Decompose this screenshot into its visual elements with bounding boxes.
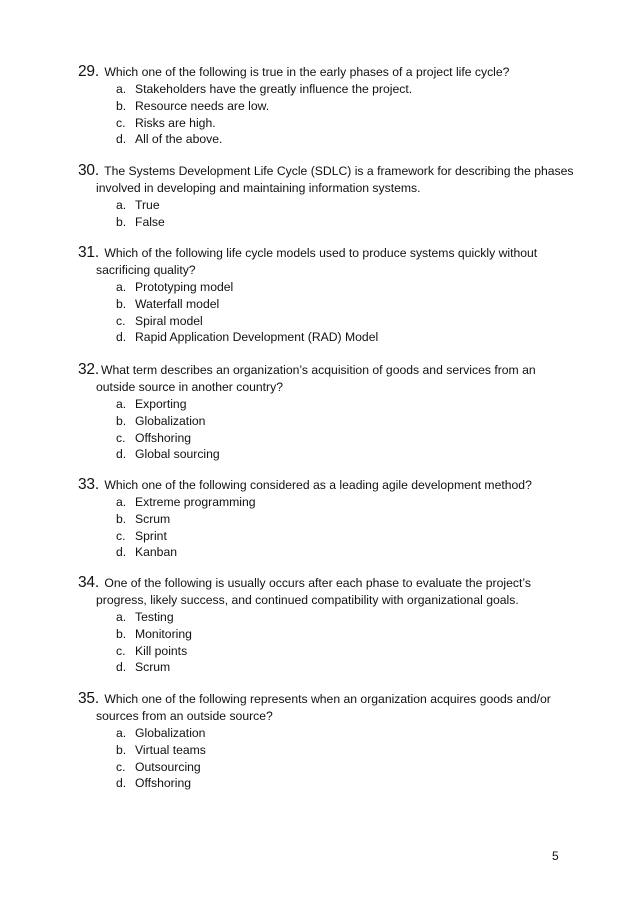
question-text [78, 574, 578, 609]
option-letter: a. [116, 82, 127, 96]
option-a [78, 725, 578, 742]
option-text: Scrum [135, 511, 171, 526]
option-letter: c. [116, 528, 126, 543]
option-letter: c. [116, 430, 126, 445]
question-prompt: The Systems Development Life Cycle (SDLC) is a framework for describing the phases involved in developing and maintaining information systems. [96, 164, 574, 195]
question-prompt: One of the following is usually occurs after each phase to evaluate the project’s progress, likely success, and continued compatibility with organizational goals. [96, 576, 531, 607]
page-number: 5 [552, 849, 559, 863]
option-c [78, 643, 578, 660]
question-number: 29. [78, 63, 99, 80]
option-text: Waterfall model [135, 296, 220, 311]
option-c [78, 313, 578, 330]
option-list [78, 396, 578, 463]
option-letter: b. [116, 296, 127, 311]
option-text: Extreme programming [135, 495, 256, 509]
question-35 [78, 690, 578, 792]
option-c [78, 115, 578, 132]
question-34 [78, 574, 578, 676]
option-d [78, 659, 578, 676]
question-number: 32. [78, 361, 99, 378]
option-text: Exporting [135, 397, 187, 411]
question-31 [78, 244, 578, 346]
option-letter: d. [116, 330, 127, 345]
option-letter: b. [116, 742, 127, 757]
question-prompt: Which of the following life cycle models used to produce systems quickly without sacrificing quality? [96, 246, 538, 277]
question-number: 33. [78, 476, 99, 493]
option-letter: d. [116, 132, 127, 147]
option-text: Offshoring [135, 776, 192, 791]
option-text: Kill points [135, 643, 188, 658]
question-number: 34. [78, 574, 99, 591]
option-text: Kanban [135, 545, 178, 560]
question-text [78, 162, 578, 197]
option-text: True [135, 198, 160, 212]
option-a [78, 396, 578, 413]
option-letter: b. [116, 413, 127, 428]
option-letter: a. [116, 610, 127, 624]
option-text: Spiral model [135, 313, 203, 328]
option-b [78, 413, 578, 430]
question-29 [78, 63, 578, 148]
option-letter: a. [116, 397, 127, 411]
option-text: Outsourcing [135, 759, 201, 774]
option-b [78, 296, 578, 313]
option-text: Prototyping model [135, 280, 234, 294]
option-d [78, 446, 578, 463]
option-b [78, 626, 578, 643]
option-d [78, 131, 578, 148]
option-list [78, 725, 578, 792]
option-a [78, 494, 578, 511]
option-text: Testing [135, 610, 174, 624]
option-text: Virtual teams [135, 742, 206, 757]
option-d [78, 544, 578, 561]
option-letter: d. [116, 660, 127, 675]
option-text: Rapid Application Development (RAD) Model [135, 330, 379, 345]
question-prompt: Which one of the following is true in the early phases of a project life cycle? [100, 65, 510, 79]
question-text [78, 244, 578, 279]
option-letter: a. [116, 198, 127, 212]
question-32 [78, 361, 578, 463]
option-letter: d. [116, 776, 127, 791]
question-33 [78, 476, 578, 561]
option-text: Globalization [135, 726, 206, 740]
option-text: Global sourcing [135, 447, 220, 462]
option-b [78, 214, 578, 231]
question-text [78, 690, 578, 725]
option-a [78, 279, 578, 296]
option-text: Offshoring [135, 430, 192, 445]
option-list [78, 81, 578, 148]
option-letter: d. [116, 545, 127, 560]
option-letter: c. [116, 313, 126, 328]
option-letter: a. [116, 726, 127, 740]
question-number: 30. [78, 162, 99, 179]
option-c [78, 759, 578, 776]
question-number: 35. [78, 690, 99, 707]
option-letter: c. [116, 115, 126, 130]
question-number: 31. [78, 244, 99, 261]
option-text: Monitoring [135, 626, 192, 641]
option-a [78, 197, 578, 214]
option-letter: b. [116, 626, 127, 641]
option-list [78, 279, 578, 346]
option-text: False [135, 214, 165, 229]
question-text [78, 63, 578, 81]
question-prompt: Which one of the following considered as a leading agile development method? [100, 478, 532, 492]
option-letter: c. [116, 759, 126, 774]
option-b [78, 98, 578, 115]
option-letter: d. [116, 447, 127, 462]
option-c [78, 430, 578, 447]
question-text [78, 361, 578, 396]
question-30 [78, 162, 578, 231]
option-b [78, 742, 578, 759]
option-list [78, 494, 578, 561]
question-prompt: What term describes an organization’s acquisition of goods and services from an outside source in another country? [96, 363, 536, 394]
option-d [78, 329, 578, 346]
option-text: Globalization [135, 413, 206, 428]
option-b [78, 511, 578, 528]
option-text: Scrum [135, 660, 171, 675]
question-text [78, 476, 578, 494]
option-text: Risks are high. [135, 115, 216, 130]
option-a [78, 609, 578, 626]
option-letter: a. [116, 495, 127, 509]
option-letter: b. [116, 98, 127, 113]
option-letter: c. [116, 643, 126, 658]
option-d [78, 775, 578, 792]
option-list [78, 609, 578, 676]
option-letter: b. [116, 214, 127, 229]
option-letter: b. [116, 511, 127, 526]
option-c [78, 528, 578, 545]
option-text: Stakeholders have the greatly influence the project. [135, 82, 413, 96]
option-a [78, 81, 578, 98]
option-text: Sprint [135, 528, 167, 543]
option-letter: a. [116, 280, 127, 294]
option-text: All of the above. [135, 132, 223, 147]
option-list [78, 197, 578, 231]
question-prompt: Which one of the following represents when an organization acquires goods and/or sources from an outside source? [96, 692, 551, 723]
option-text: Resource needs are low. [135, 98, 270, 113]
